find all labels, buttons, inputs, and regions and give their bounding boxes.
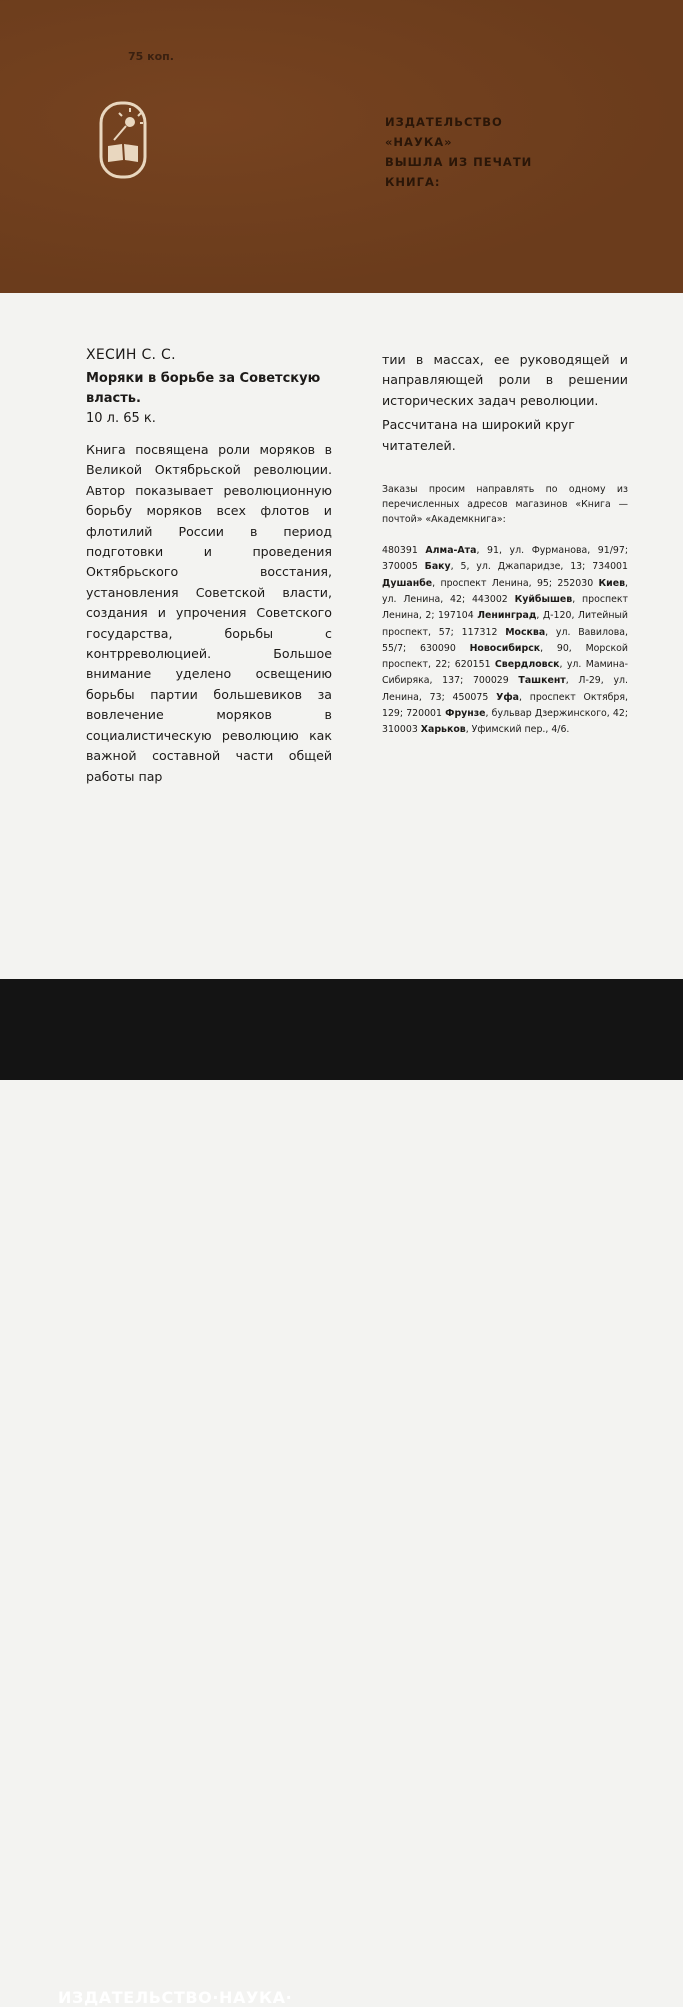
book-title: Моряки в борьбе за Советскую власть. (86, 371, 321, 406)
shop-city: Киев (598, 577, 626, 589)
book-author: ХЕСИН С. С. (86, 347, 176, 363)
shop-address: 370005 Баку, 5, ул. Джапаридзе, 13; (382, 561, 593, 573)
shop-address: 630090 Новосибирск, 90, Морской проспект, 22; (382, 642, 628, 671)
shop-address: 117312 Москва, ул. Вавилова, 55/7; (382, 626, 628, 654)
shop-address: 443002 Куйбышев, проспект Ленина, 2; (382, 593, 628, 622)
announce-line: ВЫШЛА ИЗ ПЕЧАТИ (385, 155, 533, 169)
shop-city: Ташкент (518, 675, 566, 687)
left-column (86, 347, 332, 787)
shop-addresses (382, 543, 628, 739)
book-description: Книга посвящена роли моряков в Великой Октябрьской революции. Автор показывает революционную борьбу моряков всех флотов и флотилий России в период подготовки и проведения Октябрьского восстания, установления Советской власти, создания и упрочения Советского государства, борьбы с контрреволюцией. Большое внимание уделено освещению борьбы партии большевиков за вовлечение моряков в социалистическую революцию как важной составной части общей работы пар (86, 442, 332, 784)
book-description-continued: тии в массах, ее руководящей и направляющей роли в решении исторических задач революции. (382, 352, 628, 408)
shop-city: Куйбышев (514, 593, 573, 605)
cover-price: 75 коп. (128, 50, 174, 63)
orders-note: Заказы просим направлять по одному из перечисленных адресов магазинов «Книга — почтой» «Академкнига»: (382, 484, 628, 526)
shop-address: 734001 Душанбе, проспект Ленина, 95; (382, 561, 628, 589)
announce-line: КНИГА: (385, 175, 441, 189)
shop-address: 450075 Уфа, проспект Октября, 129; (382, 691, 628, 719)
shop-city: Душанбе (382, 577, 433, 589)
shop-address: 620151 Свердловск, ул. Мамина-Сибиряка, 137; (382, 659, 628, 687)
shop-city: Алма-Ата (425, 545, 477, 557)
shop-address: 720001 Фрунзе, бульвар Дзержинского, 42; (406, 708, 628, 719)
shop-address: 252030 Киев, ул. Ленина, 42; (382, 577, 628, 605)
publisher-emblem-icon (98, 100, 148, 180)
announce-line: ИЗДАТЕЛЬСТВО (385, 115, 503, 129)
shop-city: Ленинград (477, 610, 537, 622)
shop-city: Баку (424, 561, 451, 573)
cover-top-band (0, 0, 683, 293)
publisher-footer: ИЗДАТЕЛЬСТВО·НАУКА· (58, 1988, 293, 2007)
cover-bottom-band (0, 979, 683, 2007)
shop-address: 310003 Харьков, Уфимский пер., 4/6. (382, 724, 570, 736)
shop-address: 480391 Алма-Ата, 91, ул. Фурманова, 91/97; (382, 545, 628, 557)
shop-city: Новосибирск (469, 642, 541, 654)
announce-line: «НАУКА» (385, 135, 453, 149)
right-column (382, 350, 628, 739)
shop-city: Уфа (496, 691, 519, 703)
shop-address: 197104 Ленинград, Д-120, Литейный проспект, 57; (382, 610, 628, 638)
shop-city: Москва (505, 626, 546, 638)
shop-city: Свердловск (494, 659, 560, 671)
shop-address: 700029 Ташкент, Л-29, ул. Ленина, 73; (382, 675, 628, 703)
announcement (385, 112, 615, 192)
shop-city: Харьков (420, 724, 466, 736)
book-audience: Рассчитана на широкий круг читателей. (382, 417, 575, 453)
book-price: 10 л. 65 к. (86, 411, 156, 426)
shop-city: Фрунзе (445, 708, 486, 719)
